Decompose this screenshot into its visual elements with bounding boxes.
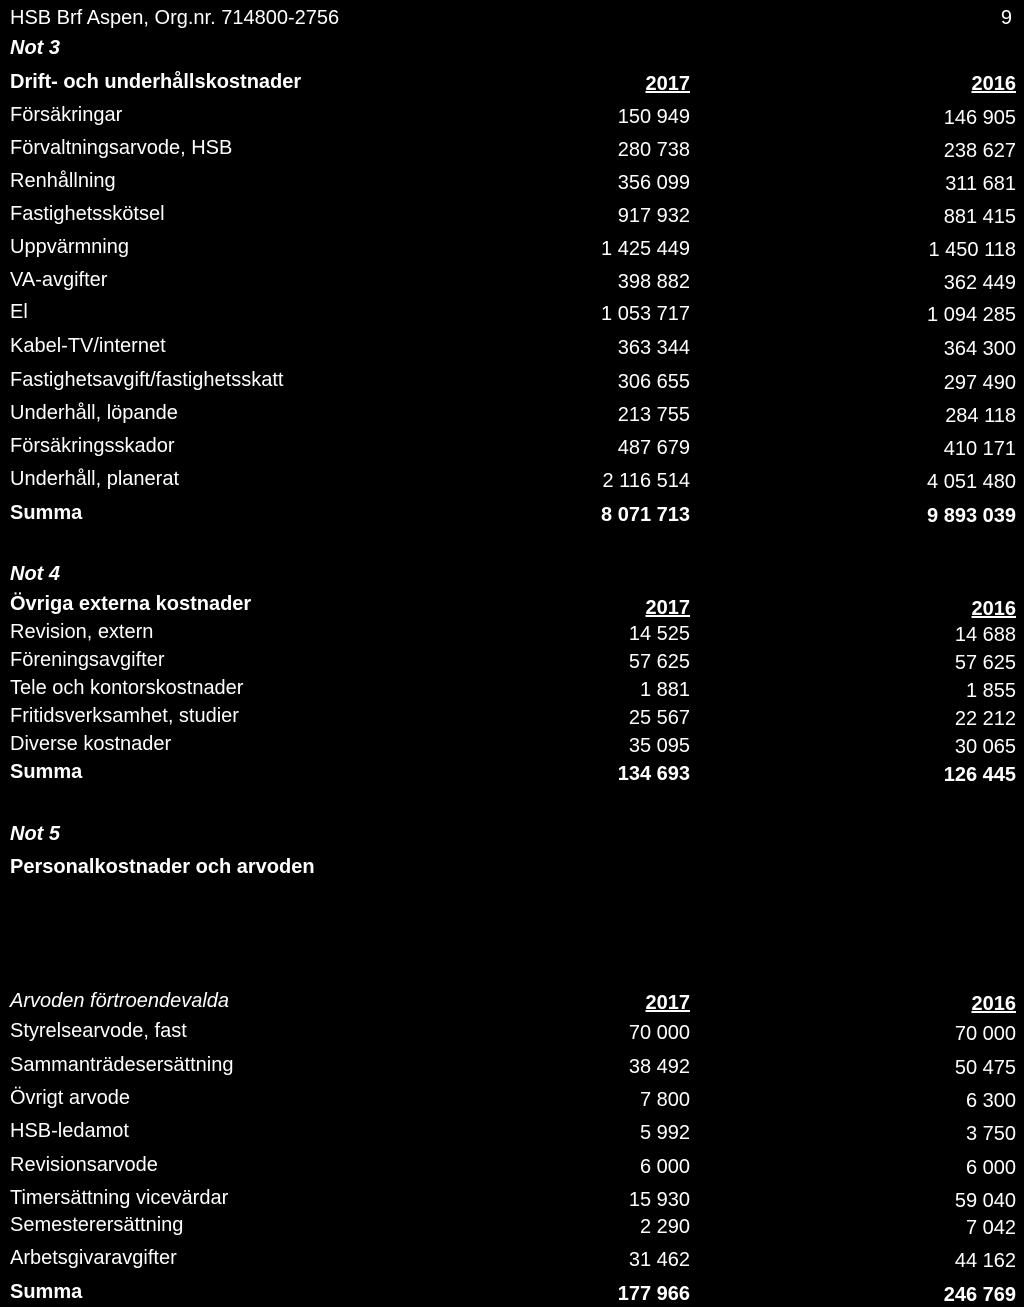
note-3-row-label: El <box>10 301 28 323</box>
note-4-row-value-2016: 14 688 <box>954 624 1016 646</box>
note-3-row-label: Förvaltningsarvode, HSB <box>10 137 233 159</box>
note-3-row-value-2016: 1 450 118 <box>928 239 1016 261</box>
note-3-row-value-2017: 398 882 <box>617 271 690 293</box>
note-3-label: Not 3 <box>10 37 60 59</box>
note-4-row-value-2017: 25 567 <box>628 707 690 729</box>
note-3-row-value-2017: 917 932 <box>617 205 690 227</box>
note-5-row-value-2016: 44 162 <box>954 1250 1016 1272</box>
note-3-row-value-2016: 881 415 <box>943 206 1016 228</box>
note-3-row-label: Fastighetsskötsel <box>10 203 165 225</box>
note-5-row-value-2016: 7 042 <box>965 1217 1016 1239</box>
organization-header: HSB Brf Aspen, Org.nr. 714800-2756 <box>10 7 340 29</box>
note-3-row-value-2017: 363 344 <box>617 337 690 359</box>
note-5-row-label: Styrelsearvode, fast <box>10 1020 187 1042</box>
note-5-row-value-2017: 15 930 <box>628 1189 690 1211</box>
note-5-row-value-2016: 70 000 <box>954 1023 1016 1045</box>
note-5-total-2016: 246 769 <box>943 1284 1016 1306</box>
note-3-year-2017: 2017 <box>645 73 690 95</box>
note-3-row-value-2017: 356 099 <box>617 172 690 194</box>
note-5-row-value-2016: 50 475 <box>954 1057 1016 1079</box>
note-5-row-label: Timersättning vicevärdar <box>10 1187 229 1209</box>
note-5-row-value-2017: 5 992 <box>639 1122 690 1144</box>
note-5-row-value-2017: 70 000 <box>628 1022 690 1044</box>
note-4-total-2017: 134 693 <box>617 763 690 785</box>
note-4-row-value-2017: 14 525 <box>628 623 690 645</box>
note-4-row-label: Diverse kostnader <box>10 733 172 755</box>
note-3-row-value-2016: 364 300 <box>943 338 1016 360</box>
note-4-row-label: Fritidsverksamhet, studier <box>10 705 239 727</box>
note-3-row-label: Underhåll, planerat <box>10 468 179 490</box>
note-4-row-value-2016: 57 625 <box>954 652 1016 674</box>
note-4-title: Övriga externa kostnader <box>10 593 252 615</box>
note-3-row-value-2016: 284 118 <box>945 405 1016 427</box>
note-3-row-label: Försäkringsskador <box>10 435 175 457</box>
note-5-row-label: Övrigt arvode <box>10 1087 131 1109</box>
note-3-row-value-2017: 280 738 <box>617 139 690 161</box>
note-5-year-2017: 2017 <box>645 992 690 1014</box>
note-5-row-label: Sammanträdesersättning <box>10 1054 234 1076</box>
note-5-row-value-2017: 31 462 <box>628 1249 690 1271</box>
note-5-row-value-2016: 6 000 <box>965 1157 1016 1179</box>
note-3-row-value-2016: 410 171 <box>943 438 1016 460</box>
note-4-label: Not 4 <box>10 563 60 585</box>
note-3-row-label: VA-avgifter <box>10 269 108 291</box>
note-3-row-value-2016: 311 681 <box>945 173 1016 195</box>
note-3-row-value-2016: 297 490 <box>943 372 1016 394</box>
note-3-row-value-2017: 213 755 <box>617 404 690 426</box>
note-3-row-value-2017: 487 679 <box>617 437 690 459</box>
note-4-total-label: Summa <box>10 761 83 783</box>
note-3-row-label: Uppvärmning <box>10 236 129 258</box>
note-5-row-value-2017: 2 290 <box>639 1216 690 1238</box>
note-3-row-label: Fastighetsavgift/fastighetsskatt <box>10 369 284 391</box>
note-5-total-2017: 177 966 <box>617 1283 690 1305</box>
note-5-total-label: Summa <box>10 1281 83 1303</box>
note-3-row-label: Underhåll, löpande <box>10 402 178 424</box>
note-5-row-label: Revisionsarvode <box>10 1154 158 1176</box>
note-3-total-2017: 8 071 713 <box>601 504 690 526</box>
note-4-row-value-2016: 22 212 <box>954 708 1016 730</box>
note-3-row-value-2017: 150 949 <box>617 106 690 128</box>
note-3-row-value-2017: 306 655 <box>617 371 690 393</box>
note-4-row-label: Föreningsavgifter <box>10 649 165 671</box>
note-3-row-value-2016: 1 094 285 <box>927 304 1016 326</box>
note-3-row-value-2017: 1 425 449 <box>601 238 690 260</box>
note-3-row-value-2016: 362 449 <box>943 272 1016 294</box>
note-4-row-value-2017: 57 625 <box>628 651 690 673</box>
note-4-year-2016: 2016 <box>971 598 1016 620</box>
note-5-title: Personalkostnader och arvoden <box>10 856 315 878</box>
note-3-row-value-2016: 146 905 <box>943 107 1016 129</box>
note-3-row-value-2017: 2 116 514 <box>602 470 690 492</box>
note-4-year-2017: 2017 <box>645 597 690 619</box>
note-5-year-2016: 2016 <box>971 993 1016 1015</box>
note-4-row-value-2016: 30 065 <box>954 736 1016 758</box>
note-4-row-label: Revision, extern <box>10 621 154 643</box>
note-3-row-value-2016: 238 627 <box>943 140 1016 162</box>
note-5-row-value-2017: 6 000 <box>639 1156 690 1178</box>
note-3-row-value-2016: 4 051 480 <box>927 471 1016 493</box>
note-5-row-value-2016: 6 300 <box>965 1090 1016 1112</box>
note-5-row-label: Arbetsgivaravgifter <box>10 1247 177 1269</box>
note-3-total-2016: 9 893 039 <box>927 505 1016 527</box>
note-5-row-value-2017: 7 800 <box>639 1089 690 1111</box>
note-5-row-value-2017: 38 492 <box>628 1056 690 1078</box>
note-5-subtitle: Arvoden förtroendevalda <box>10 990 230 1012</box>
note-4-row-value-2016: 1 855 <box>965 680 1016 702</box>
note-4-row-value-2017: 1 881 <box>639 679 690 701</box>
note-3-row-label: Kabel-TV/internet <box>10 335 166 357</box>
note-4-row-value-2017: 35 095 <box>628 735 690 757</box>
note-3-row-label: Försäkringar <box>10 104 123 126</box>
note-5-label: Not 5 <box>10 823 60 845</box>
page-number: 9 <box>1000 7 1012 29</box>
note-3-row-value-2017: 1 053 717 <box>601 303 690 325</box>
note-3-row-label: Renhållning <box>10 170 116 192</box>
note-3-title: Drift- och underhållskostnader <box>10 71 302 93</box>
note-5-row-label: Semesterersättning <box>10 1214 184 1236</box>
note-5-row-value-2016: 3 750 <box>965 1123 1016 1145</box>
note-5-row-label: HSB-ledamot <box>10 1120 129 1142</box>
note-3-year-2016: 2016 <box>971 73 1016 95</box>
note-3-total-label: Summa <box>10 502 83 524</box>
note-5-row-value-2016: 59 040 <box>954 1190 1016 1212</box>
note-4-total-2016: 126 445 <box>943 764 1016 786</box>
note-4-row-label: Tele och kontorskostnader <box>10 677 244 699</box>
